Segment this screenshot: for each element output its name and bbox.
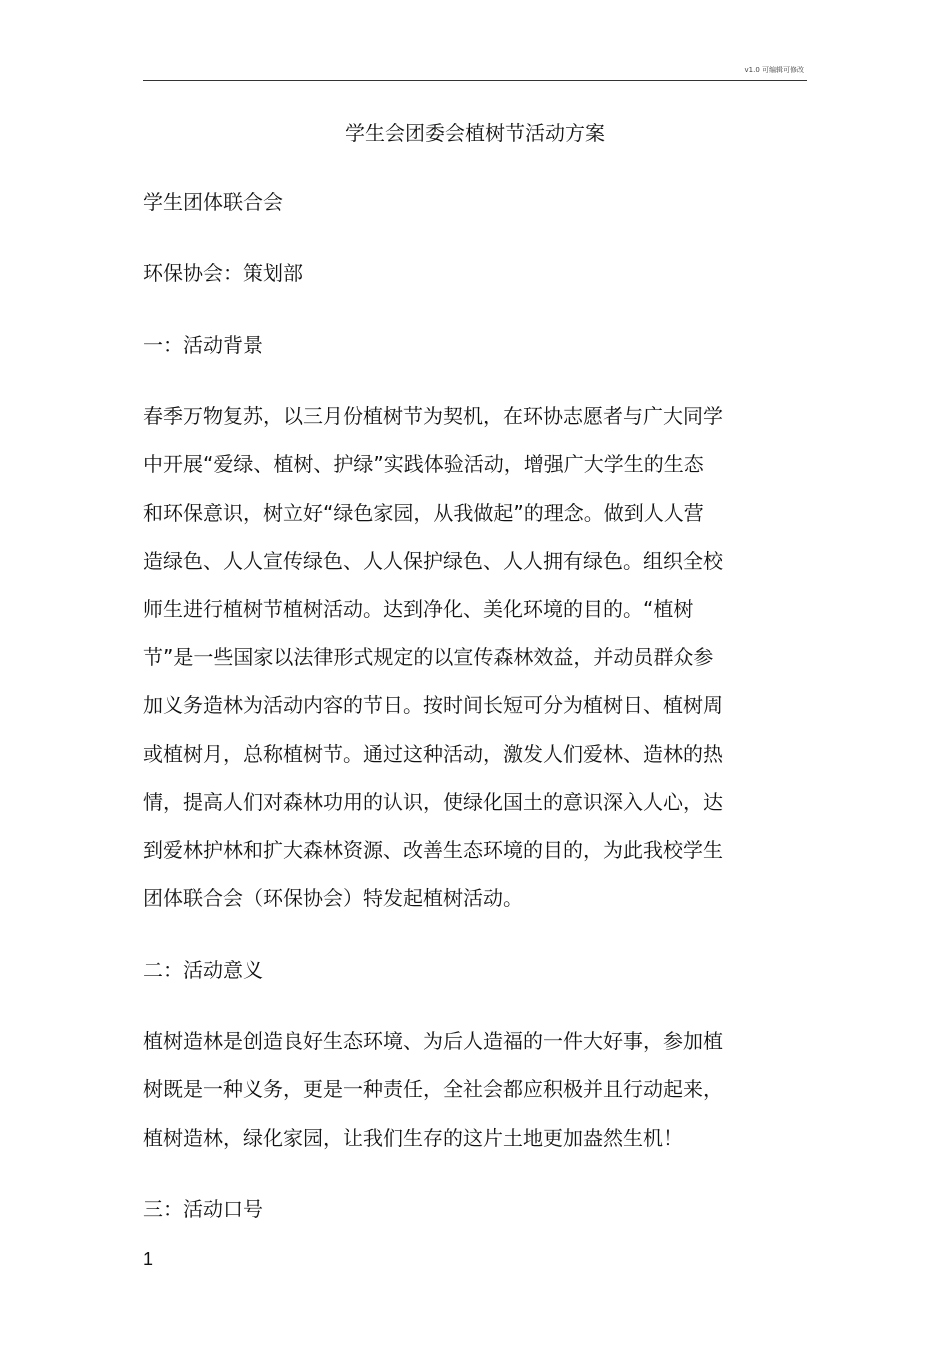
header-version-note: v1.0 可编辑可修改 [744,66,804,74]
section-heading-slogan: 三：活动口号 [143,1197,263,1221]
paragraph-line: 中开展“爱绿、植树、护绿”实践体验活动，增强广大学生的生态 [143,452,704,476]
paragraph-line: 植树造林，绿化家园，让我们生存的这片土地更加盎然生机！ [143,1126,683,1150]
section-heading-significance: 二：活动意义 [143,958,263,982]
section-heading-background: 一：活动背景 [143,333,263,357]
paragraph-line: 情，提高人们对森林功用的认识，使绿化国土的意识深入人心，达 [143,790,723,814]
department-line: 环保协会：策划部 [143,261,303,285]
page-number: 1 [143,1249,154,1269]
paragraph-line: 到爱林护林和扩大森林资源、改善生态环境的目的，为此我校学生 [143,838,723,862]
paragraph-line: 团体联合会（环保协会）特发起植树活动。 [143,886,523,910]
paragraph-line: 加义务造林为活动内容的节日。按时间长短可分为植树日、植树周 [143,693,723,717]
paragraph-line: 造绿色、人人宣传绿色、人人保护绿色、人人拥有绿色。组织全校 [143,549,723,573]
paragraph-line: 师生进行植树节植树活动。达到净化、美化环境的目的。“植树 [143,597,694,621]
document-title: 学生会团委会植树节活动方案 [345,121,605,145]
paragraph-line: 和环保意识，树立好“绿色家园，从我做起”的理念。做到人人营 [143,501,704,525]
paragraph-line: 春季万物复苏，以三月份植树节为契机，在环协志愿者与广大同学 [143,404,723,428]
paragraph-line: 节”是一些国家以法律形式规定的以宣传森林效益，并动员群众参 [143,645,714,669]
paragraph-line: 树既是一种义务，更是一种责任，全社会都应积极并且行动起来， [143,1077,723,1101]
paragraph-line: 或植树月，总称植树节。通过这种活动，激发人们爱林、造林的热 [143,742,723,766]
paragraph-line: 植树造林是创造良好生态环境、为后人造福的一件大好事，参加植 [143,1029,723,1053]
header-divider [143,80,807,81]
organizer-line: 学生团体联合会 [143,190,283,214]
